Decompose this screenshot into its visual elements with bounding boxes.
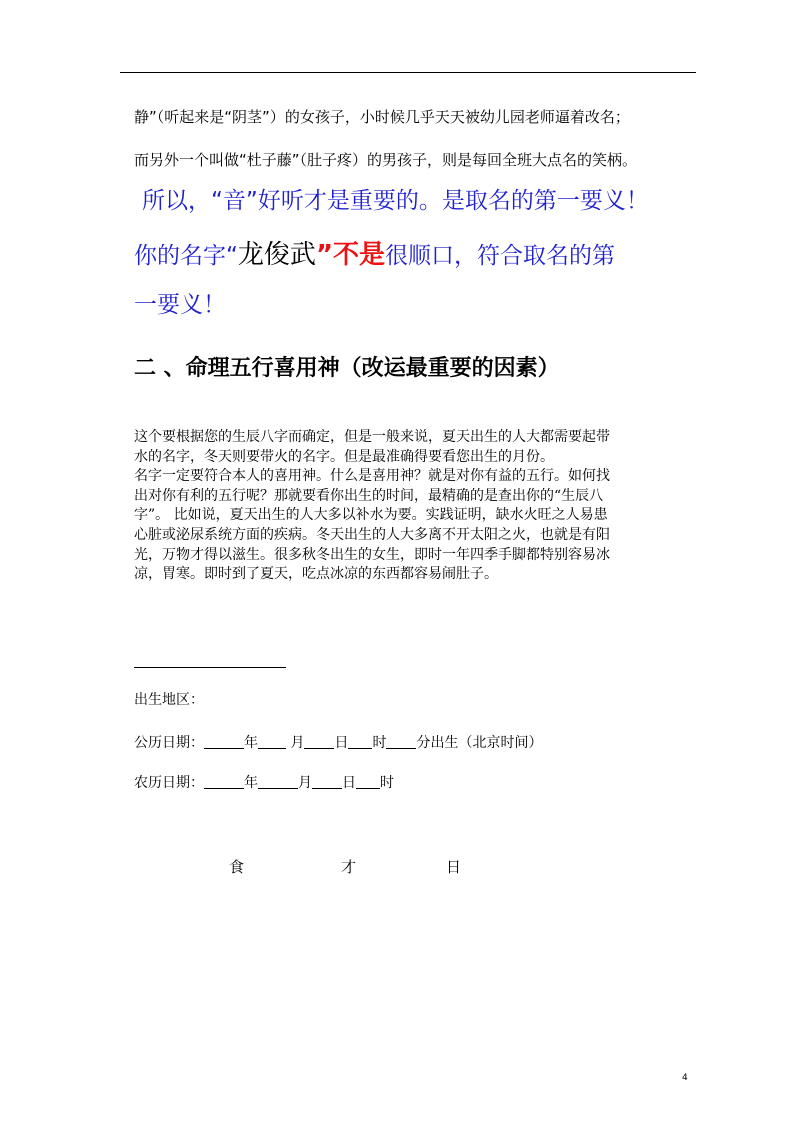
section-2-heading: 二 、命理五行喜用神（改运最重要的因素） (134, 356, 560, 381)
hour-label: 时 (380, 775, 394, 791)
month-label: 月 (298, 775, 312, 791)
form-divider (134, 667, 286, 668)
birthplace-row (134, 690, 204, 710)
body-line: 水的名字，冬天则要带火的名字。但是最准确得要看您出生的月份。 (134, 448, 554, 465)
footer-char: 日 (446, 858, 462, 876)
day-label: 日 (342, 775, 356, 791)
emphasis-line-2 (134, 240, 615, 271)
hour-label: 时 (372, 735, 387, 751)
solar-date-label: 公历日期： (134, 735, 204, 751)
body-line: 出对你有利的五行呢？那就要看你出生的时间，最精确的是查出你的“生辰八 (134, 487, 604, 504)
month-label: 月 (290, 735, 305, 751)
solar-hour-blank[interactable] (348, 734, 372, 749)
day-label: 日 (334, 735, 349, 751)
footer-char: 食 (229, 858, 245, 876)
birthplace-label: 出生地区： (134, 692, 204, 708)
solar-date-row (134, 733, 542, 753)
lunar-day-blank[interactable] (312, 774, 342, 789)
body-line: 字”。 比如说，夏天出生的人大多以补水为要。实践证明，缺水火旺之人易患 (134, 507, 608, 524)
lunar-year-blank[interactable] (204, 774, 244, 789)
lunar-hour-blank[interactable] (356, 774, 380, 789)
section-2-body (134, 428, 694, 585)
header-rule (120, 72, 696, 73)
body-line: 光，万物才得以滋生。很多秋冬出生的女生，即时一年四季手脚都特别容易冰 (134, 546, 610, 563)
evaluated-name: 龙俊武 (237, 240, 316, 270)
solar-day-blank[interactable] (304, 734, 334, 749)
intro-line-2: 而另外一个叫做“杜子藤”（肚子疼）的男孩子，则是每回全班大点名的笑柄。 (134, 151, 638, 169)
footer-char: 才 (341, 858, 357, 876)
lunar-date-label: 农历日期： (134, 775, 204, 791)
body-line: 凉，胃寒。即时到了夏天，吃点冰凉的东西都容易闹肚子。 (134, 566, 498, 583)
body-line: 心脏或泌尿系统方面的疾病。冬天出生的人大多离不开太阳之火，也就是有阳 (134, 526, 610, 543)
emphasis-suffix: 很顺口，符合取名的第 (385, 243, 616, 269)
body-line: 名字一定要符合本人的喜用神。什么是喜用神？就是对你有益的五行。如何找 (134, 468, 610, 485)
solar-year-blank[interactable] (204, 734, 244, 749)
solar-minute-blank[interactable] (386, 734, 416, 749)
body-line: 这个要根据您的生辰八字而确定，但是一般来说，夏天出生的人大都需要起带 (134, 429, 610, 445)
verdict-text: 不是 (333, 240, 386, 270)
year-label: 年 (244, 775, 258, 791)
close-quote: ” (315, 240, 334, 270)
lunar-date-row (134, 773, 394, 793)
page-number: 4 (682, 1073, 688, 1083)
minute-suffix: 分出生（北京时间） (416, 735, 543, 751)
emphasis-line-1: 所以，“音”好听才是重要的。是取名的第一要义！ (142, 188, 649, 214)
solar-month-blank[interactable] (258, 734, 286, 749)
year-label: 年 (244, 735, 258, 751)
emphasis-prefix: 你的名字“ (134, 243, 238, 269)
emphasis-line-3: 一要义！ (134, 292, 226, 318)
intro-line-1: 静”（听起来是“阴茎”）的女孩子，小时候几乎天天被幼儿园老师逼着改名； (134, 108, 630, 126)
lunar-month-blank[interactable] (258, 774, 298, 789)
